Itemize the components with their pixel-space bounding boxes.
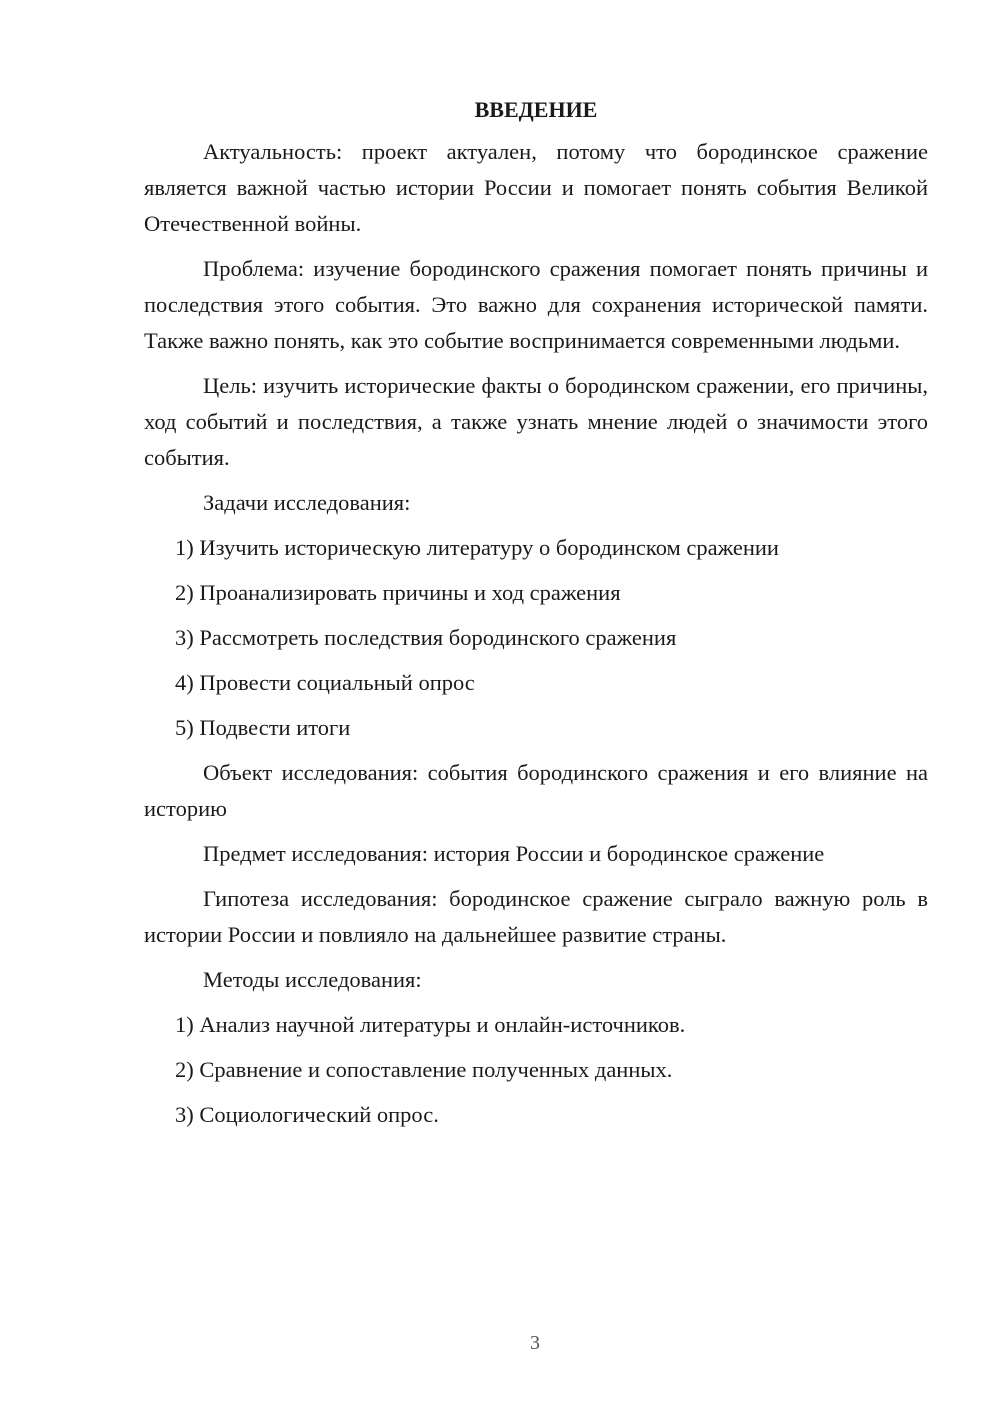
task-item: 2) Проанализировать причины и ход сражения	[175, 580, 621, 605]
object-paragraph: Объект исследования: события бородинского сражения и его влияние на историю	[144, 760, 928, 821]
task-item: 1) Изучить историческую литературу о бородинском сражении	[175, 535, 779, 560]
goal-paragraph: Цель: изучить исторические факты о бородинском сражении, его причины, ход событий и последствия, а также узнать мнение людей о значимости этого события.	[144, 373, 928, 470]
method-item: 2) Сравнение и сопоставление полученных данных.	[175, 1057, 673, 1082]
subject-paragraph: Предмет исследования: история России и бородинское сражение	[203, 841, 825, 866]
problem-paragraph: Проблема: изучение бородинского сражения помогает понять причины и последствия этого события. Это важно для сохранения исторической памяти. Также важно понять, как это событие воспринимается современными людьми.	[144, 256, 928, 353]
method-item: 3) Социологический опрос.	[175, 1102, 439, 1127]
task-item: 4) Провести социальный опрос	[175, 670, 475, 695]
methods-title: Методы исследования:	[203, 967, 422, 992]
document-page	[144, 92, 928, 1142]
hypothesis-paragraph: Гипотеза исследования: бородинское сражение сыграло важную роль в истории России и повлияло на дальнейшее развитие страны.	[144, 886, 928, 947]
relevance-paragraph: Актуальность: проект актуален, потому что бородинское сражение является важной частью истории России и помогает понять события Великой Отечественной войны.	[144, 139, 928, 236]
tasks-title: Задачи исследования:	[203, 490, 411, 515]
method-item: 1) Анализ научной литературы и онлайн-источников.	[175, 1012, 686, 1037]
section-heading: ВВЕДЕНИЕ	[474, 97, 598, 122]
page-number: 3	[530, 1332, 540, 1354]
task-item: 5) Подвести итоги	[175, 715, 351, 740]
task-item: 3) Рассмотреть последствия бородинского сражения	[175, 625, 677, 650]
